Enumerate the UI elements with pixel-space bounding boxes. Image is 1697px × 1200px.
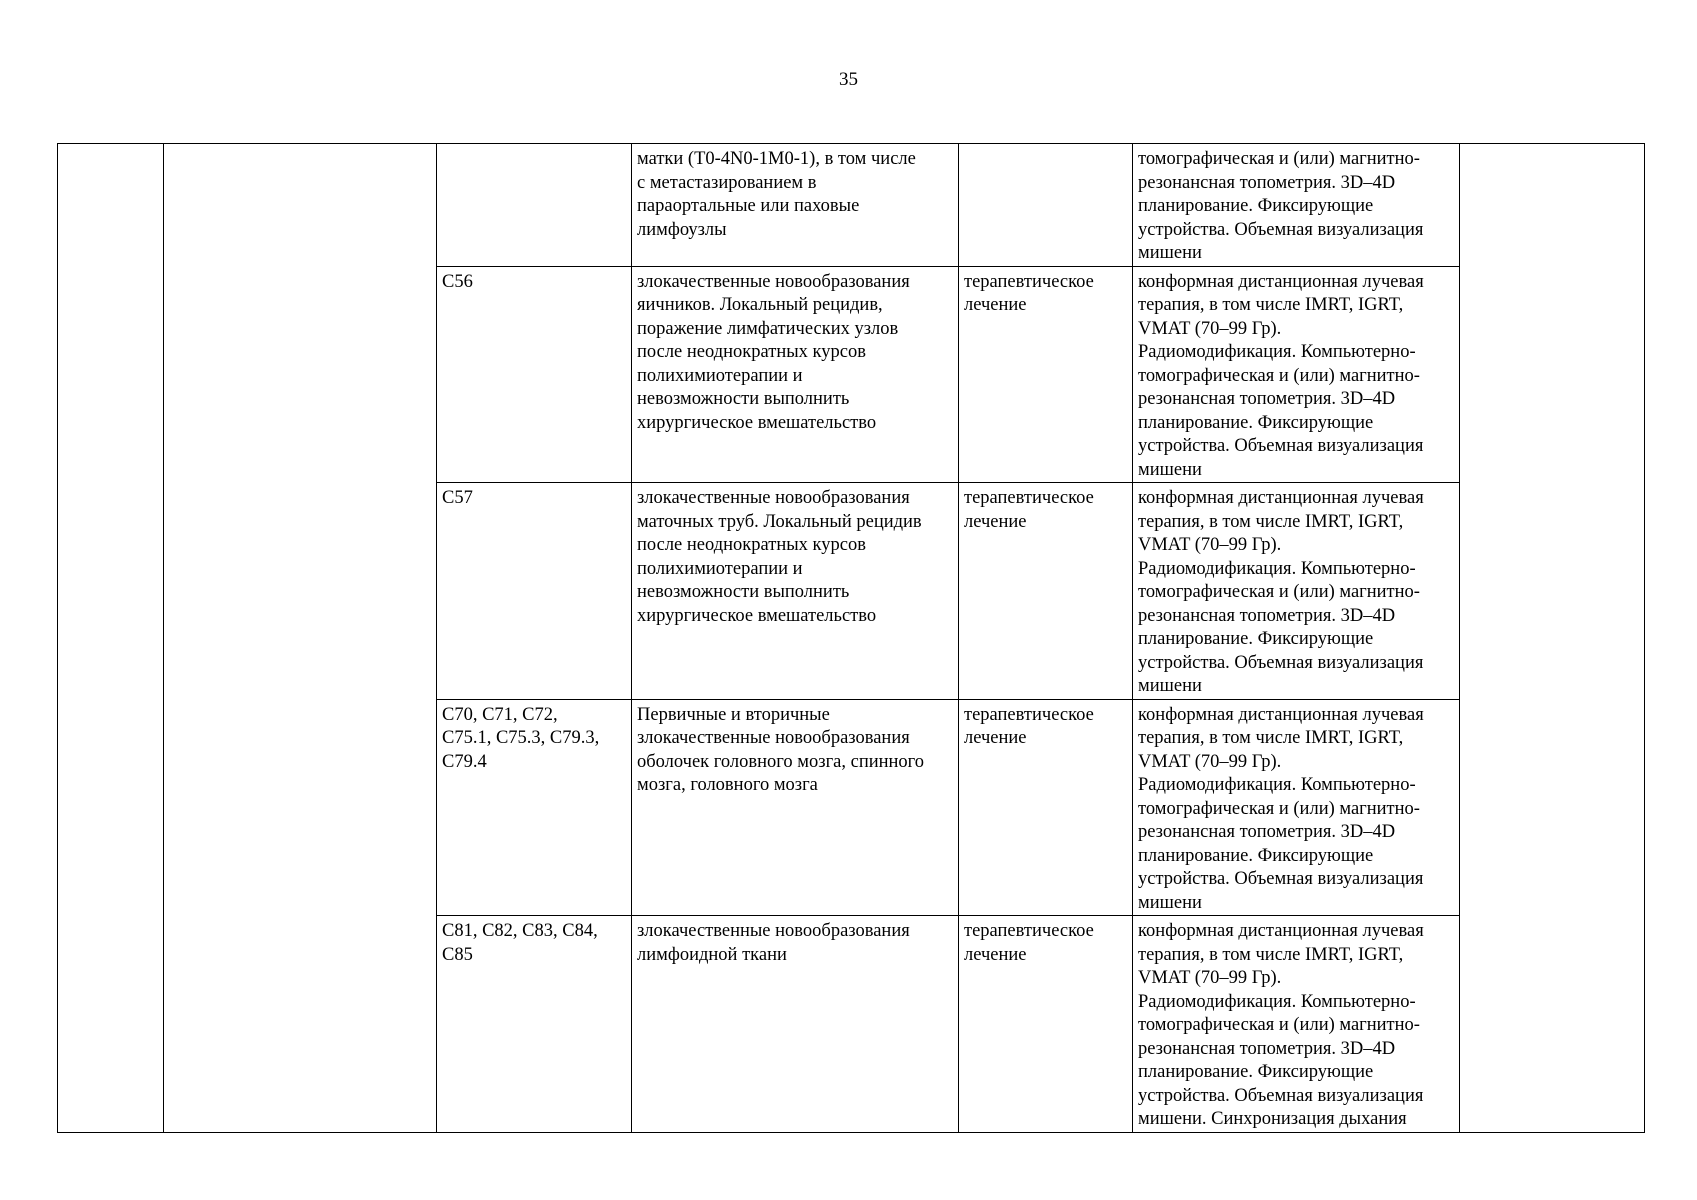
treatment-type-cell: терапевтическое лечение [959,916,1133,1133]
table-row [58,144,1645,267]
icd-code-cell: C56 [437,266,632,483]
page-number: 35 [839,69,858,90]
tariff-cell [1460,144,1645,1133]
group-name-cell [164,144,437,1133]
icd-code-cell: C81, C82, C83, C84, C85 [437,916,632,1133]
diagnosis-cell: злокачественные новообразования яичников. Локальный рецидив, поражение лимфатических узлов после неоднократных курсов полихимиотерапии и невозможности выполнить хирургическое вмешательство [632,266,959,483]
treatment-type-cell: терапевтическое лечение [959,483,1133,700]
diagnosis-cell: злокачественные новообразования маточных труб. Локальный рецидив после неоднократных курсов полихимиотерапии и невозможности выполнить хирургическое вмешательство [632,483,959,700]
medical-care-table [57,143,1645,1133]
index-cell [58,144,164,1133]
method-cell: томографическая и (или) магнитно- резонансная топометрия. 3D–4D планирование. Фиксирующие устройства. Объемная визуализация мишени [1133,144,1460,267]
diagnosis-cell: Первичные и вторичные злокачественные новообразования оболочек головного мозга, спинного мозга, головного мозга [632,699,959,916]
diagnosis-cell: матки (T0-4N0-1M0-1), в том числе с метастазированием в параортальные или паховые лимфоузлы [632,144,959,267]
method-cell: конформная дистанционная лучевая терапия, в том числе IMRT, IGRT, VMAT (70–99 Гр). Радиомодификация. Компьютерно- томографическая и (или) магнитно- резонансная топометрия. 3D–4D планирование. Фиксирующие устройства. Объемная визуализация мишени [1133,699,1460,916]
diagnosis-cell: злокачественные новообразования лимфоидной ткани [632,916,959,1133]
method-cell: конформная дистанционная лучевая терапия, в том числе IMRT, IGRT, VMAT (70–99 Гр). Радиомодификация. Компьютерно- томографическая и (или) магнитно- резонансная топометрия. 3D–4D планирование. Фиксирующие устройства. Объемная визуализация мишени [1133,266,1460,483]
method-cell: конформная дистанционная лучевая терапия, в том числе IMRT, IGRT, VMAT (70–99 Гр). Радиомодификация. Компьютерно- томографическая и (или) магнитно- резонансная топометрия. 3D–4D планирование. Фиксирующие устройства. Объемная визуализация мишени. Синхронизация дыхания [1133,916,1460,1133]
icd-code-cell: C70, C71, C72, C75.1, C75.3, C79.3, C79.4 [437,699,632,916]
treatment-type-cell: терапевтическое лечение [959,266,1133,483]
treatment-type-cell [959,144,1133,267]
treatment-type-cell: терапевтическое лечение [959,699,1133,916]
icd-code-cell [437,144,632,267]
icd-code-cell: C57 [437,483,632,700]
method-cell: конформная дистанционная лучевая терапия, в том числе IMRT, IGRT, VMAT (70–99 Гр). Радиомодификация. Компьютерно- томографическая и (или) магнитно- резонансная топометрия. 3D–4D планирование. Фиксирующие устройства. Объемная визуализация мишени [1133,483,1460,700]
